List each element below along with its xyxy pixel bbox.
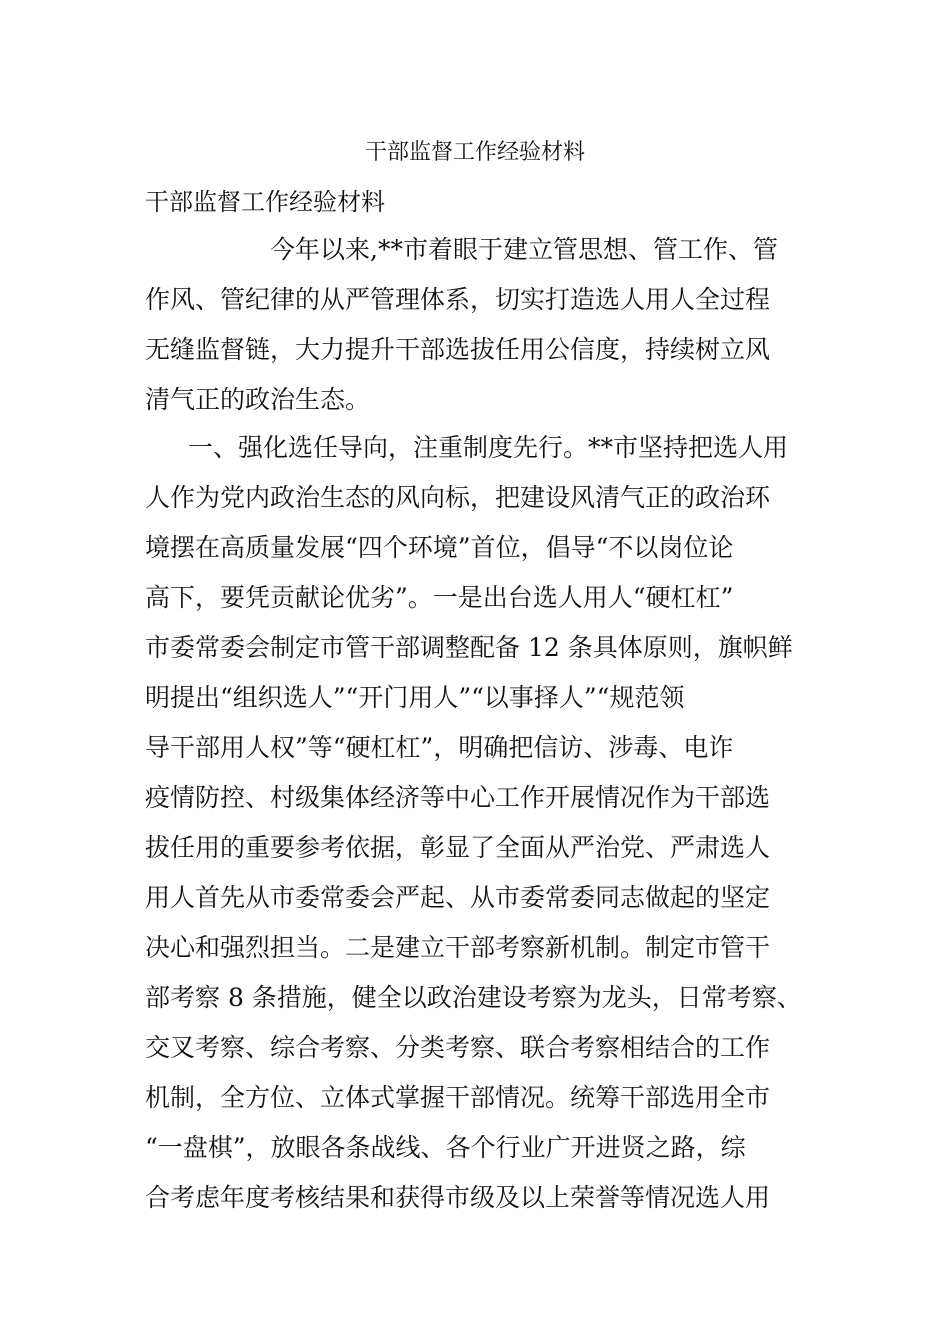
paragraph-2-line-4: 高下，要凭贡献论优劣”。一是出台选人用人“硬杠杠”	[145, 583, 734, 612]
paragraph-2-line-9: 拔任用的重要参考依据，彰显了全面从严治党、严肃选人	[145, 833, 771, 862]
paragraph-1-line-3: 无缝监督链，大力提升干部选拔任用公信度，持续树立风	[145, 335, 771, 364]
paragraph-2-line-2: 人作为党内政治生态的风向标，把建设风清气正的政治环	[145, 483, 771, 512]
paragraph-2-line-13: 交叉考察、综合考察、分类考察、联合考察相结合的工作	[145, 1033, 771, 1062]
paragraph-2-line-16: 合考虑年度考核结果和获得市级及以上荣誉等情况选人用	[145, 1183, 771, 1212]
paragraph-2-line-14: 机制，全方位、立体式掌握干部情况。统筹干部选用全市	[145, 1083, 771, 1112]
paragraph-2-line-15: “一盘棋”，放眼各条战线、各个行业广开进贤之路，综	[145, 1133, 746, 1162]
paragraph-1-line-1: 今年以来,**市着眼于建立管思想、管工作、管	[270, 235, 778, 264]
paragraph-1-line-4: 清气正的政治生态。	[145, 385, 371, 414]
paragraph-2-line-1: 一、强化选任导向，注重制度先行。**市坚持把选人用	[188, 433, 789, 462]
paragraph-2-line-7: 导干部用人权”等“硬杠杠”，明确把信访、涉毒、电诈	[145, 733, 734, 762]
document-title: 干部监督工作经验材料	[364, 140, 585, 165]
paragraph-2-line-5: 市委常委会制定市管干部调整配备 12 条具体原则，旗帜鲜	[145, 633, 793, 662]
paragraph-1-line-2: 作风、管纪律的从严管理体系，切实打造选人用人全过程	[145, 285, 771, 314]
paragraph-2-line-8: 疫情防控、村级集体经济等中心工作开展情况作为干部选	[145, 783, 771, 812]
paragraph-2-line-6: 明提出“组织选人”“开门用人”“以事择人”“规范领	[145, 683, 685, 712]
paragraph-2-line-10: 用人首先从市委常委会严起、从市委常委同志做起的坚定	[145, 883, 771, 912]
document-subtitle: 干部监督工作经验材料	[145, 188, 385, 216]
paragraph-2-line-11: 决心和强烈担当。二是建立干部考察新机制。制定市管干	[145, 933, 771, 962]
paragraph-2-line-3: 境摆在高质量发展“四个环境”首位，倡导“不以岗位论	[145, 533, 734, 562]
paragraph-2-line-12: 部考察 8 条措施，健全以政治建设考察为龙头，日常考察、	[145, 983, 802, 1012]
